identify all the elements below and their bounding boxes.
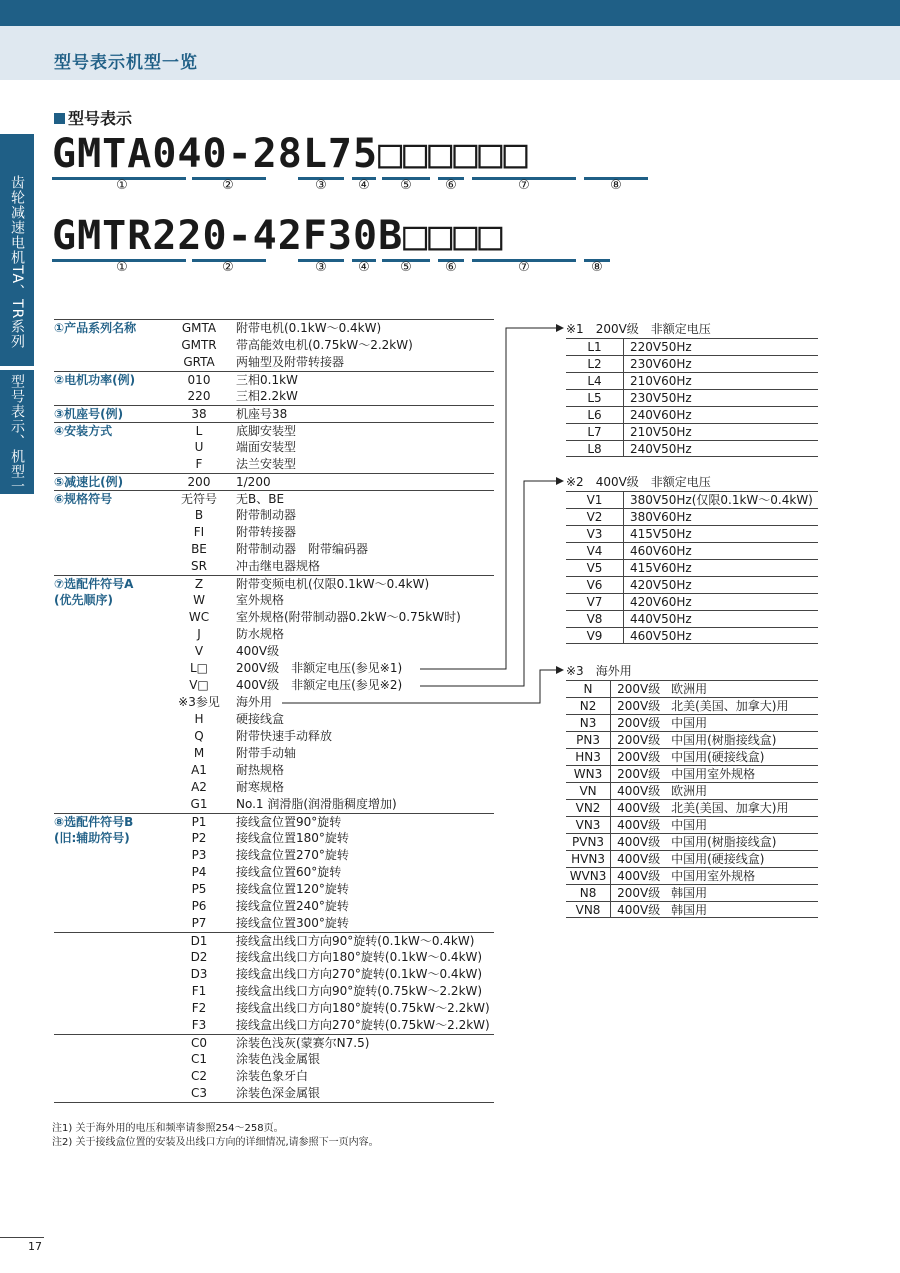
cell-code: 38 <box>191 407 207 421</box>
cell-code: VN3 <box>566 817 611 833</box>
cell-cat: (优先顺序) <box>54 593 113 607</box>
cell-code: C3 <box>190 1086 207 1100</box>
cell-code: F1 <box>191 984 207 998</box>
arrow-head-1 <box>556 324 564 332</box>
segment-number: ② <box>222 260 234 275</box>
cell-cat: ⑤减速比(例) <box>54 475 124 489</box>
section-title: 型号表示 <box>68 109 133 128</box>
cell-desc: 接线盒位置120°旋转 <box>236 882 349 896</box>
cell-desc: 接线盒出线口方向270°旋转(0.75kW～2.2kW) <box>236 1018 490 1032</box>
segment-number: ② <box>222 178 234 193</box>
side-tab-series[interactable]: 齿轮减速电机TA、TR系列 <box>0 134 34 366</box>
footer-line <box>0 1237 44 1238</box>
cell-code: U <box>194 440 204 454</box>
cell-code: N2 <box>566 698 611 714</box>
cell-code: L <box>195 424 203 438</box>
segment-number: ④ <box>358 178 370 193</box>
cell-cat: ⑧选配件符号B <box>54 815 134 829</box>
cell-val: 230V60Hz <box>630 357 692 371</box>
cell-code: P3 <box>191 848 207 862</box>
cell-desc: 接线盒出线口方向180°旋转(0.75kW～2.2kW) <box>236 1001 490 1015</box>
cell-code: V1 <box>566 492 624 508</box>
cell-desc: 室外规格(附带制动器0.2kW～0.75kW时) <box>236 610 461 624</box>
sub-table-title: ※3 海外用 <box>566 664 632 678</box>
cell-desc: 接线盒位置180°旋转 <box>236 831 349 845</box>
cell-code: C1 <box>190 1052 207 1066</box>
cell-code: PVN3 <box>566 834 611 850</box>
cell-desc: 法兰安装型 <box>236 457 297 471</box>
cell-region: 中国用 <box>671 716 708 730</box>
segment-number: ③ <box>315 178 327 193</box>
cell-code: VN8 <box>566 902 611 917</box>
cell-desc: 涂装色浅金属银 <box>236 1052 321 1066</box>
cell-cat: ②电机功率(例) <box>54 373 136 387</box>
cell-desc: 底脚安装型 <box>236 424 297 438</box>
cell-val: 460V60Hz <box>630 544 692 558</box>
cell-val: 380V50Hz(仅限0.1kW～0.4kW) <box>630 493 813 507</box>
cell-code: L5 <box>566 390 624 406</box>
cell-desc: 接线盒位置300°旋转 <box>236 916 349 930</box>
cell-code: V6 <box>566 577 624 593</box>
cell-region: 欧洲用 <box>671 682 708 696</box>
cell-val: 415V50Hz <box>630 527 692 541</box>
cell-code: P1 <box>191 815 207 829</box>
cell-code: F3 <box>191 1018 207 1032</box>
cell-code: P6 <box>191 899 207 913</box>
cell-code: 无符号 <box>180 492 217 506</box>
cell-code: V4 <box>566 543 624 559</box>
cell-desc: 接线盒位置240°旋转 <box>236 899 349 913</box>
cell-desc: 耐热规格 <box>236 763 285 777</box>
note-2: 注2) 关于接线盒位置的安装及出线口方向的详细情况,请参照下一页内容。 <box>52 1137 379 1148</box>
cell-region: 中国用室外规格 <box>671 869 756 883</box>
cell-code: 220 <box>187 389 211 403</box>
cell-code: GMTA <box>181 321 217 335</box>
cell-cat: ⑦选配件符号A <box>54 577 134 591</box>
cell-volt: 200V级 <box>617 682 661 696</box>
cell-desc: 1/200 <box>236 475 271 489</box>
cell-volt: 200V级 <box>617 767 661 781</box>
cell-val: 415V60Hz <box>630 561 692 575</box>
cell-code: L6 <box>566 407 624 423</box>
segment-number: ① <box>116 178 128 193</box>
cell-region: 北美(美国、加拿大)用 <box>671 801 789 815</box>
cell-val: 230V50Hz <box>630 391 692 405</box>
sub-table-title: ※2 400V级 非额定电压 <box>566 475 711 489</box>
cell-code: FI <box>193 525 205 539</box>
cell-volt: 400V级 <box>617 835 661 849</box>
cell-code: L7 <box>566 424 624 440</box>
cell-code: V□ <box>189 678 209 692</box>
cell-region: 欧洲用 <box>671 784 708 798</box>
cell-code: D1 <box>190 934 208 948</box>
cell-desc: 附带电机(0.1kW～0.4kW) <box>236 321 382 335</box>
model-code-gmtr: GMTR220-42F30B□□□□ <box>52 213 504 259</box>
cell-region: 中国用 <box>671 818 708 832</box>
cell-code: VN2 <box>566 800 611 816</box>
cell-code: N8 <box>566 885 611 901</box>
cell-desc: 机座号38 <box>236 407 288 421</box>
cell-desc: 附带变频电机(仅限0.1kW～0.4kW) <box>236 577 430 591</box>
cell-code: C2 <box>190 1069 207 1083</box>
page-number: 17 <box>28 1240 42 1253</box>
cell-code: WVN3 <box>566 868 611 884</box>
cell-val: 210V60Hz <box>630 374 692 388</box>
cell-desc: 硬接线盒 <box>236 712 285 726</box>
cell-val: 380V60Hz <box>630 510 692 524</box>
cell-code: 010 <box>187 373 211 387</box>
cell-code: J <box>197 627 201 641</box>
cell-desc: 400V级 <box>236 644 280 658</box>
cell-desc: 附带快速手动释放 <box>236 729 333 743</box>
cell-val: 420V50Hz <box>630 578 692 592</box>
cell-region: 北美(美国、加拿大)用 <box>671 699 789 713</box>
arrow-line-1 <box>420 328 556 669</box>
cell-cat: (旧:辅助符号) <box>54 831 130 845</box>
cell-desc: 接线盒位置60°旋转 <box>236 865 342 879</box>
cell-volt: 400V级 <box>617 784 661 798</box>
cell-cat: ③机座号(例) <box>54 407 124 421</box>
cell-code: V7 <box>566 594 624 610</box>
cell-code: V8 <box>566 611 624 627</box>
cell-code: SR <box>191 559 207 573</box>
cell-desc: 无B、BE <box>236 492 285 506</box>
cell-desc: 两轴型及附带转接器 <box>236 355 345 369</box>
cell-desc: 海外用 <box>236 695 273 709</box>
cell-code: A1 <box>191 763 207 777</box>
cell-code: H <box>194 712 204 726</box>
cell-volt: 400V级 <box>617 852 661 866</box>
cell-code: GRTA <box>183 355 215 369</box>
cell-code: P4 <box>191 865 207 879</box>
segment-number: ① <box>116 260 128 275</box>
cell-code: V2 <box>566 509 624 525</box>
cell-code: Q <box>194 729 204 743</box>
cell-code: F <box>195 457 203 471</box>
cell-code: V5 <box>566 560 624 576</box>
cell-code: W <box>193 593 205 607</box>
cell-desc: 400V级 非额定电压(参见※2) <box>236 678 403 692</box>
cell-val: 240V60Hz <box>630 408 692 422</box>
arrow-line-2 <box>420 481 556 686</box>
cell-code: L□ <box>189 661 209 675</box>
cell-desc: 冲击继电器规格 <box>236 559 321 573</box>
cell-desc: 附带转接器 <box>236 525 297 539</box>
cell-volt: 200V级 <box>617 699 661 713</box>
cell-volt: 200V级 <box>617 750 661 764</box>
cell-desc: 200V级 非额定电压(参见※1) <box>236 661 403 675</box>
cell-code: ※3参见 <box>178 695 220 709</box>
cell-volt: 200V级 <box>617 716 661 730</box>
cell-code: Z <box>194 577 204 591</box>
cell-volt: 200V级 <box>617 886 661 900</box>
cell-desc: 三相0.1kW <box>236 373 298 387</box>
cell-code: HN3 <box>566 749 611 765</box>
segment-number: ⑥ <box>445 260 457 275</box>
cell-code: P2 <box>191 831 207 845</box>
cell-code: V3 <box>566 526 624 542</box>
cell-code: V <box>194 644 204 658</box>
cell-region: 中国用室外规格 <box>671 767 756 781</box>
segment-number: ⑥ <box>445 178 457 193</box>
cell-code: F2 <box>191 1001 207 1015</box>
cell-val: 240V50Hz <box>630 442 692 456</box>
arrow-head-3 <box>556 666 564 674</box>
cell-code: N3 <box>566 715 611 731</box>
segment-number: ⑤ <box>400 178 412 193</box>
cell-desc: 防水规格 <box>236 627 285 641</box>
segment-number: ⑧ <box>591 260 603 275</box>
cell-desc: 室外规格 <box>236 593 285 607</box>
cell-code: L4 <box>566 373 624 389</box>
segment-number: ④ <box>358 260 370 275</box>
sub-table-title: ※1 200V级 非额定电压 <box>566 322 711 336</box>
cell-desc: 涂装色浅灰(蒙赛尔N7.5) <box>236 1036 370 1050</box>
cell-code: G1 <box>190 797 208 811</box>
cell-volt: 400V级 <box>617 801 661 815</box>
cell-desc: 接线盒出线口方向90°旋转(0.1kW～0.4kW) <box>236 934 475 948</box>
cell-cat: ④安装方式 <box>54 424 113 438</box>
cell-code: M <box>193 746 205 760</box>
segment-number: ⑦ <box>518 178 530 193</box>
cell-code: A2 <box>191 780 207 794</box>
cell-desc: 接线盒位置90°旋转 <box>236 815 342 829</box>
cell-desc: 带高能效电机(0.75kW～2.2kW) <box>236 338 413 352</box>
segment-number: ⑤ <box>400 260 412 275</box>
cell-desc: 接线盒出线口方向90°旋转(0.75kW～2.2kW) <box>236 984 483 998</box>
segment-number: ③ <box>315 260 327 275</box>
model-code-gmta: GMTA040-28L75□□□□□□ <box>52 131 529 177</box>
segment-number: ⑦ <box>518 260 530 275</box>
cell-volt: 200V级 <box>617 733 661 747</box>
cell-desc: 耐寒规格 <box>236 780 285 794</box>
cell-desc: 附带手动轴 <box>236 746 297 760</box>
cell-code: L2 <box>566 356 624 372</box>
cell-desc: 涂装色深金属银 <box>236 1086 321 1100</box>
cell-code: D2 <box>190 950 208 964</box>
cell-code: WC <box>188 610 210 624</box>
cell-desc: 附带制动器 <box>236 508 297 522</box>
cell-code: N <box>566 681 611 697</box>
cell-desc: No.1 润滑脂(润滑脂稠度增加) <box>236 797 397 811</box>
cell-val: 220V50Hz <box>630 340 692 354</box>
cell-code: PN3 <box>566 732 611 748</box>
cell-desc: 接线盒出线口方向180°旋转(0.1kW～0.4kW) <box>236 950 483 964</box>
cell-code: L8 <box>566 441 624 456</box>
cell-region: 中国用(树脂接线盒) <box>671 733 777 747</box>
cell-desc: 三相2.2kW <box>236 389 298 403</box>
cell-code: P7 <box>191 916 207 930</box>
cell-val: 460V50Hz <box>630 629 692 643</box>
segment-number: ⑧ <box>610 178 622 193</box>
cell-volt: 400V级 <box>617 818 661 832</box>
cell-code: VN <box>566 783 611 799</box>
cell-volt: 400V级 <box>617 869 661 883</box>
cell-desc: 端面安装型 <box>236 440 297 454</box>
cell-code: P5 <box>191 882 207 896</box>
cell-code: L1 <box>566 339 624 355</box>
cell-val: 420V60Hz <box>630 595 692 609</box>
cell-code: HVN3 <box>566 851 611 867</box>
cell-volt: 400V级 <box>617 903 661 917</box>
cell-desc: 附带制动器 附带编码器 <box>236 542 369 556</box>
cell-code: D3 <box>190 967 208 981</box>
note-1: 注1) 关于海外用的电压和频率请参照254～258页。 <box>52 1123 284 1134</box>
cell-code: C0 <box>190 1036 207 1050</box>
cell-region: 韩国用 <box>671 903 708 917</box>
cell-val: 210V50Hz <box>630 425 692 439</box>
cell-val: 440V50Hz <box>630 612 692 626</box>
cell-desc: 接线盒位置270°旋转 <box>236 848 349 862</box>
arrow-head-2 <box>556 477 564 485</box>
cell-code: B <box>194 508 204 522</box>
cell-code: V9 <box>566 628 624 643</box>
cell-code: WN3 <box>566 766 611 782</box>
cell-cat: ⑥规格符号 <box>54 492 113 506</box>
side-tab-model-list[interactable]: 型号表示、机型一 <box>0 370 34 494</box>
cell-region: 中国用(硬接线盒) <box>671 852 765 866</box>
page-title: 型号表示机型一览 <box>54 53 198 73</box>
cell-region: 中国用(树脂接线盒) <box>671 835 777 849</box>
cell-desc: 涂装色象牙白 <box>236 1069 309 1083</box>
cell-desc: 接线盒出线口方向270°旋转(0.1kW～0.4kW) <box>236 967 483 981</box>
cell-code: GMTR <box>181 338 217 352</box>
cell-code: 200 <box>187 475 211 489</box>
cell-region: 中国用(硬接线盒) <box>671 750 765 764</box>
cell-cat: ①产品系列名称 <box>54 321 137 335</box>
cell-region: 韩国用 <box>671 886 708 900</box>
cell-code: BE <box>191 542 207 556</box>
